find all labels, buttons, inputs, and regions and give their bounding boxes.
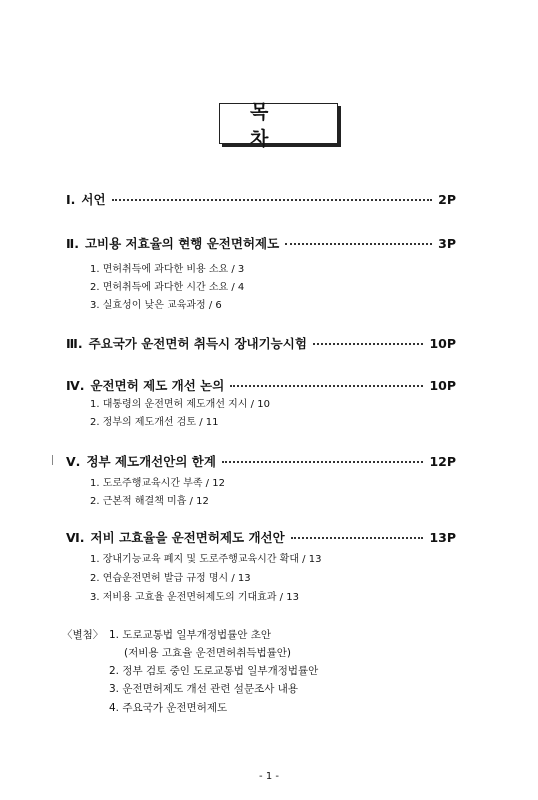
section-title: 서언 <box>81 192 106 207</box>
toc-subitem: 1. 대통령의 운전면허 제도개선 지시 / 10 <box>90 399 270 410</box>
toc-subitem: 2. 연습운전면허 발급 규정 명시 / 13 <box>90 573 251 584</box>
page-title: 목 차 <box>219 103 338 144</box>
dot-leader <box>313 343 424 345</box>
toc-subitem: 1. 장내기능교육 폐지 및 도로주행교육시간 확대 / 13 <box>90 554 322 565</box>
dot-leader <box>112 199 433 201</box>
toc-section-4 <box>66 376 456 394</box>
section-page: 13P <box>429 530 456 545</box>
toc-subitem: 2. 근본적 해결책 미흡 / 12 <box>90 496 209 507</box>
margin-mark <box>52 455 53 465</box>
toc-section-5 <box>66 452 456 470</box>
section-numeral: Ⅴ. <box>66 454 81 469</box>
dot-leader <box>230 385 423 387</box>
toc-subitem: 2. 면허취득에 과다한 시간 소요 / 4 <box>90 282 245 293</box>
section-title: 저비 고효율을 운전면허제도 개선안 <box>90 530 285 545</box>
dot-leader <box>285 243 432 245</box>
appendix-item: 2. 정부 검토 중인 도로교통법 일부개정법률안 <box>109 665 319 677</box>
section-numeral: Ⅰ. <box>66 192 76 207</box>
toc-section-1 <box>66 190 456 208</box>
section-title: 고비용 저효율의 현행 운전면허제도 <box>84 236 280 251</box>
section-page: 10P <box>429 336 456 351</box>
toc-section-2 <box>66 234 456 252</box>
section-page: 12P <box>429 454 456 469</box>
appendix-item: 1. 도로교통법 일부개정법률안 초안 <box>109 629 272 641</box>
toc-subitem: 2. 정부의 제도개선 검토 / 11 <box>90 417 219 428</box>
section-numeral: Ⅱ. <box>66 236 79 251</box>
section-numeral: Ⅳ. <box>66 378 85 393</box>
section-title: 운전면허 제도 개선 논의 <box>90 378 225 393</box>
section-title: 정부 제도개선안의 한계 <box>86 454 216 469</box>
toc-subitem: 3. 실효성이 낮은 교육과정 / 6 <box>90 300 222 311</box>
appendix-item: (저비용 고효율 운전면허취득법률안) <box>124 647 292 659</box>
section-numeral: Ⅲ. <box>66 336 83 351</box>
toc-subitem: 1. 도로주행교육시간 부족 / 12 <box>90 478 225 489</box>
appendix-label: 〈별첨〉 <box>62 629 104 641</box>
section-numeral: Ⅵ. <box>66 530 85 545</box>
toc-subitem: 1. 면허취득에 과다한 비용 소요 / 3 <box>90 264 245 275</box>
appendix-item: 4. 주요국가 운전면허제도 <box>109 702 228 714</box>
dot-leader <box>222 461 424 463</box>
dot-leader <box>291 537 424 539</box>
section-page: 2P <box>438 192 456 207</box>
section-title: 주요국가 운전면허 취득시 장내기능시험 <box>88 336 307 351</box>
section-page: 3P <box>438 236 456 251</box>
toc-section-3 <box>66 334 456 352</box>
toc-subitem: 3. 저비용 고효율 운전면허제도의 기대효과 / 13 <box>90 592 299 603</box>
page-number: - 1 - <box>259 771 279 782</box>
appendix-item: 3. 운전면허제도 개선 관련 설문조사 내용 <box>109 683 298 695</box>
section-page: 10P <box>429 378 456 393</box>
toc-section-6 <box>66 528 456 546</box>
